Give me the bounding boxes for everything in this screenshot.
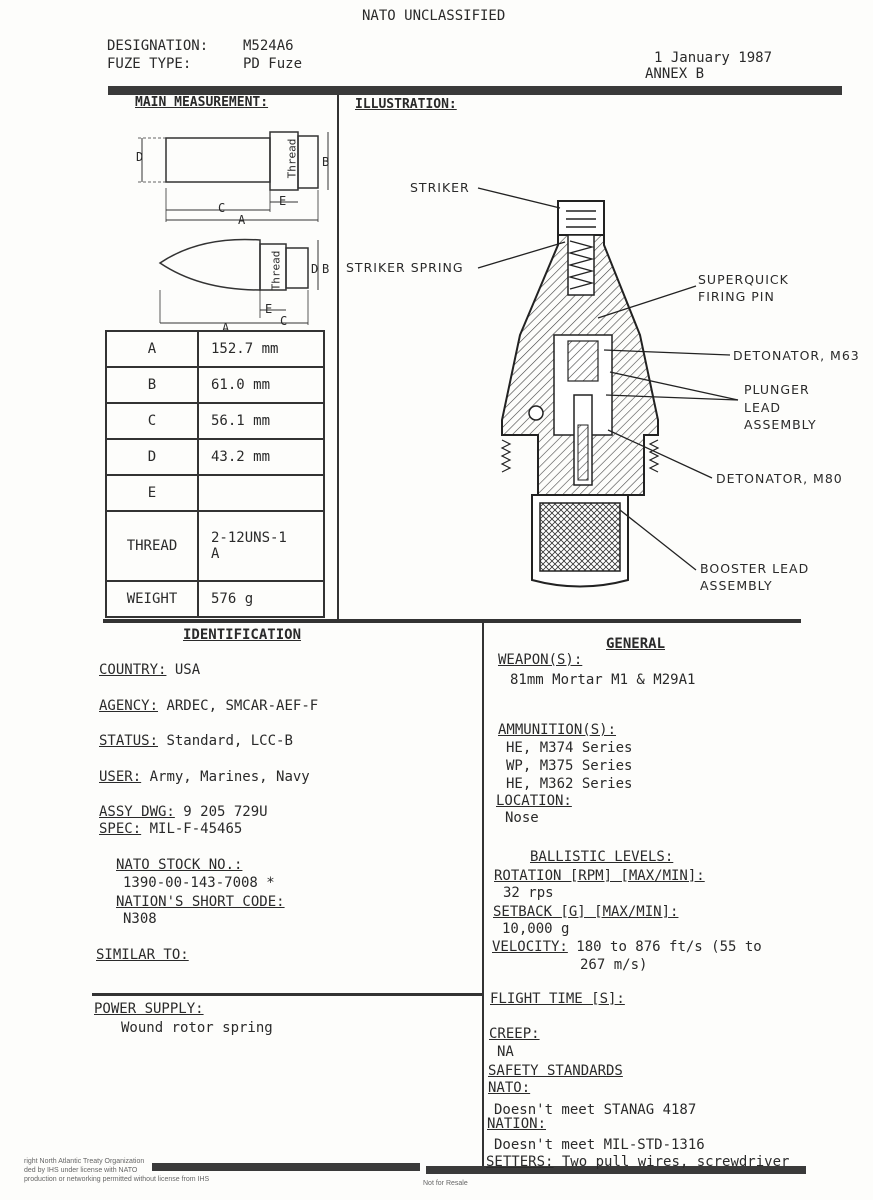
location-label: LOCATION: xyxy=(496,793,572,809)
country-value: USA xyxy=(174,662,201,678)
velocity-value-line2: 267 m/s) xyxy=(580,957,648,973)
measure-key: B xyxy=(106,367,198,403)
power-supply-label: POWER SUPPLY: xyxy=(94,1001,204,1017)
location-value: Nose xyxy=(505,810,539,826)
callout-superquick-line2: FIRING PIN xyxy=(698,289,775,304)
dim-d-label-bottom: D xyxy=(311,262,319,276)
designation-label: DESIGNATION: xyxy=(107,38,209,54)
safety-standards-label: SAFETY STANDARDS xyxy=(488,1063,623,1079)
dim-e-label-bottom: E xyxy=(265,302,273,316)
illustration-heading: ILLUSTRATION: xyxy=(355,97,457,112)
dim-a-label-bottom: A xyxy=(222,321,230,335)
fuze-type-value: PD Fuze xyxy=(243,56,303,72)
power-supply-value: Wound rotor spring xyxy=(121,1020,273,1036)
rotation-label: ROTATION [RPM] [MAX/MIN]: xyxy=(494,868,705,884)
copyright-line3: production or networking permitted without license from IHS xyxy=(24,1176,210,1183)
country-label: COUNTRY: xyxy=(99,662,167,678)
flight-time-label: FLIGHT TIME [S]: xyxy=(490,991,625,1007)
ballistic-levels-label: BALLISTIC LEVELS: xyxy=(530,849,674,865)
setback-label: SETBACK [G] [MAX/MIN]: xyxy=(493,904,679,920)
thread-value-line1: 2-12UNS-1 xyxy=(211,530,287,546)
callout-detonator-m80: DETONATOR, M80 xyxy=(716,471,843,486)
callout-plunger-line2: LEAD xyxy=(744,400,782,415)
measure-key: WEIGHT xyxy=(106,581,198,617)
fuze-type-label: FUZE TYPE: xyxy=(107,56,192,72)
status-value: Standard, LCC-B xyxy=(166,733,293,749)
velocity-label: VELOCITY: xyxy=(492,939,568,955)
ammunition-item: HE, M362 Series xyxy=(506,776,633,792)
measure-key: A xyxy=(106,331,198,367)
rotation-value: 32 rps xyxy=(503,885,554,901)
creep-label: CREEP: xyxy=(489,1026,540,1042)
measure-value: 56.1 mm xyxy=(198,403,324,439)
dim-c-label-top: C xyxy=(218,201,226,215)
agency-row xyxy=(99,697,318,715)
identification-heading: IDENTIFICATION xyxy=(183,627,302,643)
user-value: Army, Marines, Navy xyxy=(149,769,310,785)
power-supply-rule xyxy=(92,993,482,996)
short-code-label: NATION'S SHORT CODE: xyxy=(116,894,285,910)
not-for-resale: Not for Resale xyxy=(423,1180,468,1187)
general-heading: GENERAL xyxy=(606,636,666,652)
nato-label: NATO: xyxy=(488,1080,531,1096)
callout-plunger-line3: ASSEMBLY xyxy=(744,417,817,432)
measure-value: 61.0 mm xyxy=(198,367,324,403)
user-row xyxy=(99,768,310,786)
callout-booster-line2: ASSEMBLY xyxy=(700,578,773,593)
setters-value: Two pull wires, screwdriver xyxy=(561,1154,790,1170)
creep-value: NA xyxy=(497,1044,514,1060)
agency-label: AGENCY: xyxy=(99,698,159,714)
agency-value: ARDEC, SMCAR-AEF-F xyxy=(166,698,319,714)
lower-divider xyxy=(482,623,484,1168)
dim-c-label-bottom: C xyxy=(280,314,288,328)
spec-row xyxy=(99,820,242,838)
annex-label: ANNEX B xyxy=(645,66,705,82)
measure-key: E xyxy=(106,475,198,511)
dim-d-label-top: D xyxy=(136,150,144,164)
similar-to-label: SIMILAR TO: xyxy=(96,947,189,963)
thread-value-line2: A xyxy=(211,546,220,562)
velocity-value-line1: 180 to 876 ft/s (55 to xyxy=(576,939,762,955)
measure-value: 576 g xyxy=(198,581,324,617)
callout-striker: STRIKER xyxy=(410,180,470,195)
ammunition-item: WP, M375 Series xyxy=(506,758,633,774)
dim-b-label-top: B xyxy=(322,155,330,169)
assy-row xyxy=(99,803,268,821)
nato-value: Doesn't meet STANAG 4187 xyxy=(494,1102,697,1118)
assy-label: ASSY DWG: xyxy=(99,804,175,820)
classification-marking: NATO UNCLASSIFIED xyxy=(362,8,506,24)
setback-value: 10,000 g xyxy=(502,921,570,937)
dim-a-label-top: A xyxy=(238,213,246,227)
designation-value: M524A6 xyxy=(243,38,294,54)
country-row xyxy=(99,661,200,679)
dim-e-label-top: E xyxy=(279,194,287,208)
callout-superquick-line1: SUPERQUICK xyxy=(698,272,789,287)
callout-booster-line1: BOOSTER LEAD xyxy=(700,561,810,576)
spec-value: MIL-F-45465 xyxy=(149,821,243,837)
user-label: USER: xyxy=(99,769,142,785)
document-date: 1 January 1987 xyxy=(654,50,773,66)
copyright-line1: right North Atlantic Treaty Organization xyxy=(24,1158,145,1165)
measure-key: D xyxy=(106,439,198,475)
measure-value: 43.2 mm xyxy=(198,439,324,475)
ammunition-item: HE, M374 Series xyxy=(506,740,633,756)
copyright-line2: ded by IHS under license with NATO xyxy=(24,1167,138,1174)
nato-stock-label: NATO STOCK NO.: xyxy=(116,857,243,873)
weapons-value: 81mm Mortar M1 & M29A1 xyxy=(510,672,696,688)
short-code-value: N308 xyxy=(123,911,157,927)
measure-key: THREAD xyxy=(106,511,198,581)
nation-value: Doesn't meet MIL-STD-1316 xyxy=(494,1137,705,1153)
status-label: STATUS: xyxy=(99,733,159,749)
callout-striker-spring: STRIKER SPRING xyxy=(346,260,464,275)
assy-value: 9 205 729U xyxy=(183,804,268,820)
main-measurement-heading: MAIN MEASUREMENT: xyxy=(135,95,269,110)
velocity-row xyxy=(492,938,762,956)
measure-key: C xyxy=(106,403,198,439)
callout-plunger-line1: PLUNGER xyxy=(744,382,810,397)
setters-row xyxy=(486,1153,789,1171)
thread-label-bottom: Thread xyxy=(269,250,283,291)
spec-label: SPEC: xyxy=(99,821,142,837)
setters-label: SETTERS: xyxy=(486,1154,554,1170)
nato-stock-value: 1390-00-143-7008 * xyxy=(123,875,275,891)
ammunition-label: AMMUNITION(S): xyxy=(498,722,617,738)
status-row xyxy=(99,732,293,750)
bottom-rule-left xyxy=(152,1163,420,1171)
nation-label: NATION: xyxy=(487,1116,547,1132)
dim-b-label-bottom: B xyxy=(322,262,330,276)
measure-value: 152.7 mm xyxy=(198,331,324,367)
weapons-label: WEAPON(S): xyxy=(498,652,583,668)
callout-detonator-m63: DETONATOR, M63 xyxy=(733,348,860,363)
thread-label-top: Thread xyxy=(285,138,299,179)
